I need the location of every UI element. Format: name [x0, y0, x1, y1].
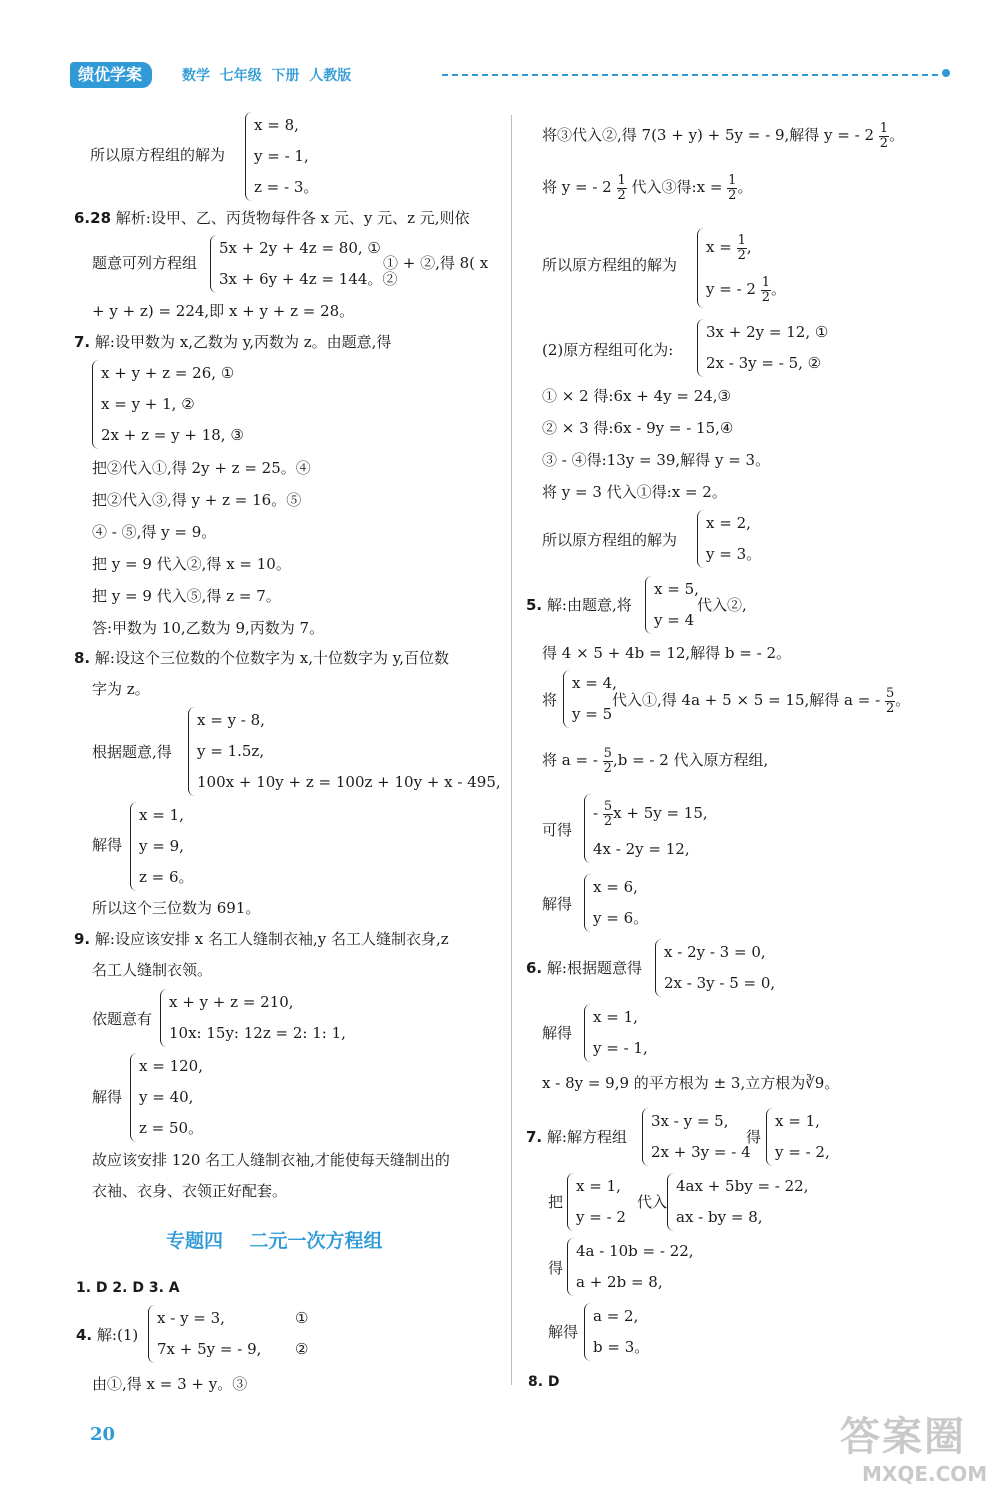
equation-system: x = y - 8, y = 1.5z, 100x + 10y + z = 100z + 10y + x - 495,	[188, 705, 501, 798]
text-line: 得 4 × 5 + 4b = 12,解得 b = - 2。	[542, 644, 792, 662]
text-line: 可得	[542, 821, 573, 839]
equation-system: x + y + z = 26, ① x = y + 1, ② 2x + z = y + 18, ③	[92, 358, 244, 451]
equation-system: - $\frac{5}{2}$ x + 5y = 15, 4x - 2y = 12,	[584, 792, 708, 865]
text-line: 故应该安排 120 名工人缝制衣袖,才能使每天缝制出的	[92, 1151, 450, 1169]
section-title: 专题四 二元一次方程组	[166, 1230, 383, 1252]
text-line: 把②代入①,得 2y + z = 25。④	[92, 459, 311, 477]
equation-system: a = 2, b = 3。	[584, 1301, 649, 1363]
text-line: 将③代入②,得 7(3 + y) + 5y = - 9,解得 y = - 2 $\frac{1}{2}$ 。	[542, 120, 905, 151]
text-line: 解得	[92, 1088, 123, 1106]
text-line: 所以原方程组的解为	[542, 531, 678, 549]
text-line: 字为 z。	[92, 680, 150, 698]
question-6: 6. 解:根据题意得	[526, 959, 642, 977]
text-line: 依题意有	[92, 1010, 153, 1028]
equation-system: x = 120, y = 40, z = 50。	[130, 1051, 203, 1144]
equation-system: 4ax + 5by = - 22, ax - by = 8,	[667, 1171, 808, 1233]
equation-system: x = 1, y = - 2	[567, 1171, 626, 1233]
question-8: 8. 解:设这个三位数的个位数字为 x,十位数字为 y,百位数	[74, 649, 449, 667]
text-line: 题意可列方程组	[92, 254, 198, 272]
equation-labels: ① ②	[295, 1309, 309, 1358]
text-line: 把②代入③,得 y + z = 16。⑤	[92, 491, 302, 509]
equation-system: x = $\frac{1}{2}$ , y = - 2 $\frac{1}{2}$ 。	[697, 226, 786, 310]
equation-system: x + y + z = 210, 10x: 15y: 12z = 2: 1: 1,	[160, 987, 346, 1049]
text-line: ① + ②,得 8( x	[383, 254, 489, 272]
equation-system: x = 1, y = - 2,	[766, 1106, 830, 1168]
column-divider	[511, 115, 512, 1385]
text-line: 名工人缝制衣领。	[92, 961, 213, 979]
page-header	[70, 62, 950, 92]
question-7: 7. 解:解方程组	[526, 1128, 627, 1146]
subject-label: 数学 七年级 下册 人教版	[182, 68, 352, 84]
text-line: 答:甲数为 10,乙数为 9,丙数为 7。	[92, 619, 325, 637]
text-line: 所以原方程组的解为	[90, 146, 226, 164]
question-9: 9. 解:设应该安排 x 名工人缝制衣袖,y 名工人缝制衣身,z	[74, 930, 449, 948]
text-line: ④ - ⑤,得 y = 9。	[92, 523, 217, 541]
text-line: 解得	[92, 836, 123, 854]
equation-system: 3x - y = 5, 2x + 3y = - 4	[642, 1106, 751, 1168]
text-line: 将 a = - $\frac{5}{2}$ ,b = - 2 代入原方程组,	[542, 745, 769, 776]
watermark: 答案圈 MXQE.COM	[840, 1414, 988, 1486]
text-line: (2)原方程组可化为:	[542, 341, 674, 359]
text-line: 所以这个三位数为 691。	[92, 899, 261, 917]
text-line: ① × 2 得:6x + 4y = 24,③	[542, 387, 732, 405]
text-line: 代入	[637, 1193, 668, 1211]
text-line: 把	[548, 1193, 564, 1211]
header-dot	[942, 69, 950, 77]
text-line: 代入②,	[697, 596, 747, 614]
question-5: 5. 解:由题意,将	[526, 596, 632, 614]
text-line: 把 y = 9 代入②,得 x = 10。	[92, 555, 291, 573]
equation-system: x = 1, y = 9, z = 6。	[130, 800, 194, 893]
equation-system: x = 8, y = - 1, z = - 3。	[245, 110, 318, 203]
text-line: 把 y = 9 代入⑤,得 z = 7。	[92, 587, 281, 605]
equation-system: x = 1, y = - 1,	[584, 1002, 648, 1064]
text-line: 衣袖、衣身、衣领正好配套。	[92, 1182, 288, 1200]
page-number: 20	[90, 1424, 116, 1445]
brand-logo: 绩优学案	[70, 62, 152, 88]
fraction: $\frac{1}{2}$	[879, 120, 889, 151]
text-line: 根据题意,得	[92, 743, 172, 761]
equation-system: x = 2, y = 3。	[697, 508, 761, 570]
equation-system: 3x + 2y = 12, ① 2x - 3y = - 5, ②	[697, 317, 828, 379]
text-line: ③ - ④得:13y = 39,解得 y = 3。	[542, 451, 771, 469]
text-line: + y + z) = 224,即 x + y + z = 28。	[92, 302, 355, 320]
question-7: 7. 解:设甲数为 x,乙数为 y,丙数为 z。由题意,得	[74, 333, 392, 351]
answer-8: 8. D	[528, 1374, 560, 1390]
equation-system: 5x + 2y + 4z = 80, ① 3x + 6y + 4z = 144。②	[210, 233, 397, 295]
equation-system: x = 6, y = 6。	[584, 872, 648, 934]
question-6: 6.28 解析:设甲、乙、丙货物每件各 x 元、y 元、z 元,则依	[74, 209, 470, 227]
text-line: 代入①,得 4a + 5 × 5 = 15,解得 a = - $\frac{5}{2}$ 。	[612, 685, 911, 716]
fraction: $\frac{5}{2}$	[603, 745, 612, 776]
equation-system: x = 5, y = 4	[645, 574, 699, 636]
text-line: 解得	[542, 895, 573, 913]
equation-system: 4a - 10b = - 22, a + 2b = 8,	[567, 1236, 694, 1298]
answers-1-3: 1. D 2. D 3. A	[76, 1280, 180, 1296]
text-line: 将 y = - 2 $\frac{1}{2}$ 代入③得:x = $\frac{1}{2}$ 。	[542, 172, 753, 203]
text-line: 得	[548, 1259, 564, 1277]
text-line: x - 8y = 9,9 的平方根为 ± 3,立方根为∛9。	[542, 1074, 840, 1092]
text-line: ② × 3 得:6x - 9y = - 15,④	[542, 419, 734, 437]
text-line: 解得	[542, 1024, 573, 1042]
text-line: 解得	[548, 1323, 579, 1341]
fraction: $\frac{1}{2}$	[728, 172, 737, 203]
text-line: 将	[542, 691, 558, 709]
question-4: 4. 解:(1)	[76, 1326, 139, 1344]
equation-system: x = 4, y = 5	[563, 668, 617, 730]
fraction: $\frac{1}{2}$	[617, 172, 626, 203]
text-line: 将 y = 3 代入①得:x = 2。	[542, 483, 727, 501]
equation-system: x - 2y - 3 = 0, 2x - 3y - 5 = 0,	[655, 937, 775, 999]
fraction: $\frac{5}{2}$	[885, 685, 895, 716]
equation-system: x - y = 3, 7x + 5y = - 9,	[148, 1303, 261, 1365]
text-line: 由①,得 x = 3 + y。③	[92, 1375, 248, 1393]
header-dash-line	[442, 74, 938, 76]
text-line: 所以原方程组的解为	[542, 256, 678, 274]
text-line: 得	[746, 1128, 762, 1146]
